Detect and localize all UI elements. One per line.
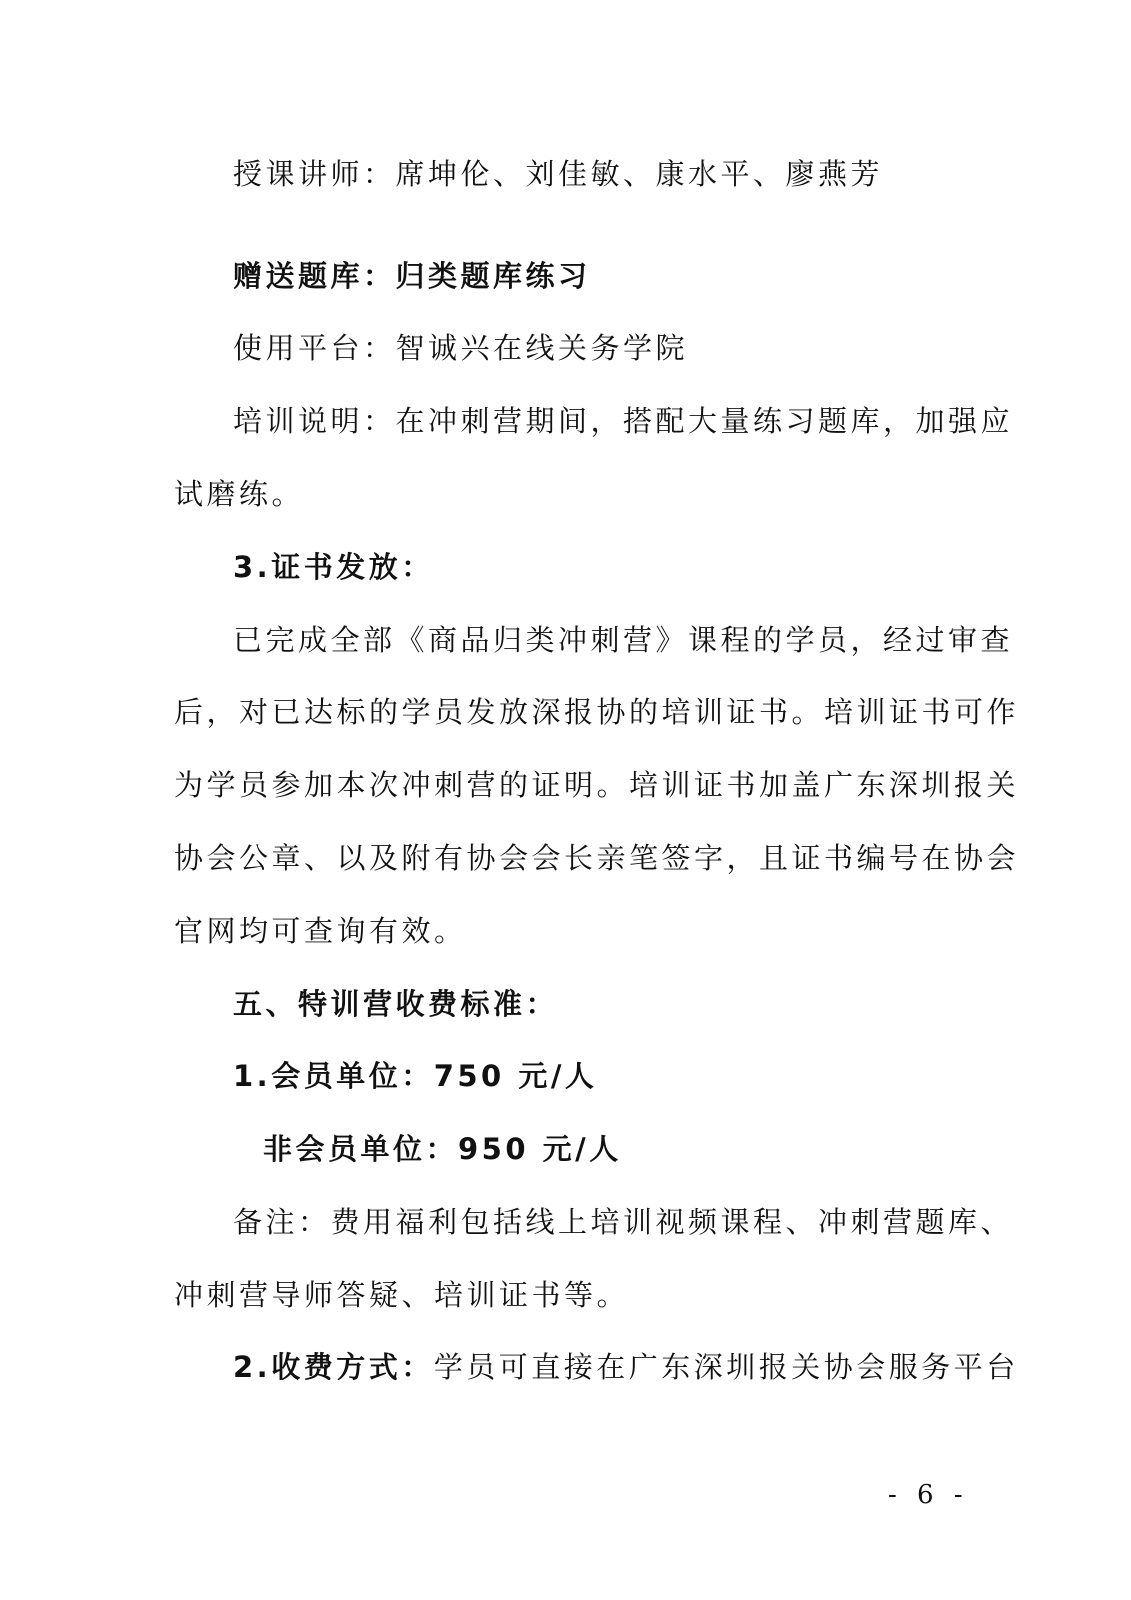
payment-label: 2.收费方式： bbox=[233, 1350, 434, 1384]
platform-line: 使用平台：智诚兴在线关务学院 bbox=[233, 331, 689, 365]
cert-paragraph-line-2: 后，对已达标的学员发放深报协的培训证书。培训证书可作 bbox=[174, 695, 1020, 729]
cert-paragraph-line-5: 官网均可查询有效。 bbox=[174, 914, 467, 948]
fee-heading: 五、特训营收费标准： bbox=[233, 987, 559, 1021]
cert-paragraph-line-4: 协会公章、以及附有协会会长亲笔签字，且证书编号在协会 bbox=[174, 841, 1020, 875]
payment-line bbox=[233, 1347, 1033, 1387]
training-note-line-2: 试磨练。 bbox=[174, 477, 305, 511]
page-number: - 6 - bbox=[888, 1480, 969, 1510]
fee-nonmember: 非会员单位：950 元/人 bbox=[263, 1132, 622, 1166]
instructors-line: 授课讲师：席坤伦、刘佳敏、康水平、廖燕芳 bbox=[233, 157, 884, 191]
gift-bank-heading: 赠送题库：归类题库练习 bbox=[233, 259, 591, 293]
remark-line-2: 冲刺营导师答疑、培训证书等。 bbox=[174, 1278, 630, 1312]
cert-paragraph-line-1: 已完成全部《商品归类冲刺营》课程的学员，经过审查 bbox=[233, 623, 1014, 657]
fee-member: 1.会员单位：750 元/人 bbox=[233, 1059, 598, 1093]
remark-line-1: 备注：费用福利包括线上培训视频课程、冲刺营题库、 bbox=[233, 1205, 1014, 1239]
cert-paragraph-line-3: 为学员参加本次冲刺营的证明。培训证书加盖广东深圳报关 bbox=[174, 768, 1020, 802]
payment-text: 学员可直接在广东深圳报关协会服务平台 bbox=[433, 1350, 1019, 1384]
cert-heading: 3.证书发放： bbox=[233, 550, 434, 584]
training-note-line-1: 培训说明：在冲刺营期间，搭配大量练习题库，加强应 bbox=[233, 404, 1014, 438]
